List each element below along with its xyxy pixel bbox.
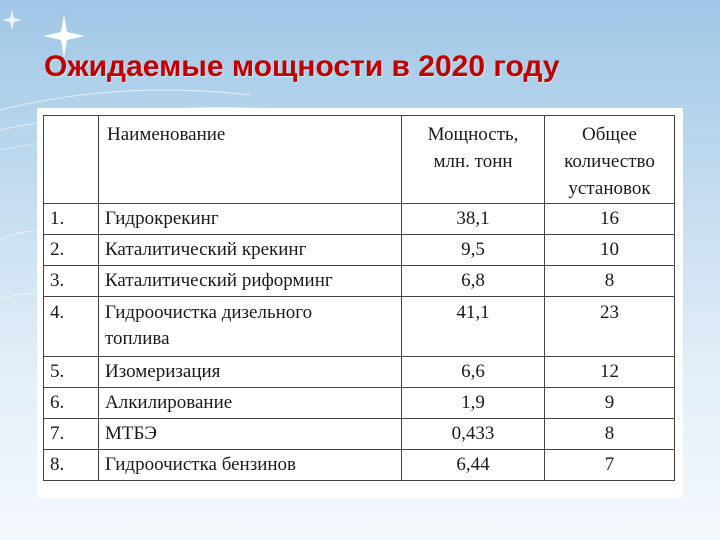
row-name: Алкилирование [99,388,402,419]
table-row [44,204,675,235]
row-count: 8 [545,419,675,450]
row-num: 6. [44,388,99,419]
row-name: Каталитический риформинг [99,266,402,297]
row-num: 1. [44,204,99,235]
row-count: 8 [545,266,675,297]
row-num: 8. [44,450,99,481]
row-capacity: 6,44 [402,450,545,481]
header-num [44,116,99,204]
row-name: Изомеризация [99,357,402,388]
row-capacity: 38,1 [402,204,545,235]
row-count: 16 [545,204,675,235]
row-num: 7. [44,419,99,450]
row-num: 2. [44,235,99,266]
row-name: Гидрокрекинг [99,204,402,235]
row-capacity: 9,5 [402,235,545,266]
header-count-line3: установок [568,178,651,199]
row-name: МТБЭ [99,419,402,450]
row-count: 12 [545,357,675,388]
capacity-table [43,115,675,481]
row-count: 7 [545,450,675,481]
table-row [44,297,675,357]
header-count [545,116,675,204]
row-count: 23 [545,297,675,357]
table-header-row [44,116,675,204]
row-capacity: 6,6 [402,357,545,388]
header-capacity-line2: млн. тонн [433,151,513,172]
table-row [44,419,675,450]
header-capacity-line1: Мощность, [427,124,519,145]
table-row [44,388,675,419]
row-count: 9 [545,388,675,419]
row-num: 4. [44,297,99,357]
header-count-line1: Общее [582,124,637,145]
table-row [44,357,675,388]
header-capacity [402,116,545,204]
table-container [37,108,683,498]
row-name [99,297,402,357]
header-name: Наименование [99,116,402,204]
row-name-line2: топлива [105,328,170,349]
slide-title: Ожидаемые мощности в 2020 году [44,50,560,83]
row-count: 10 [545,235,675,266]
row-name-line1: Гидроочистка дизельного [105,302,313,323]
table-row [44,450,675,481]
row-capacity: 6,8 [402,266,545,297]
row-num: 3. [44,266,99,297]
row-num: 5. [44,357,99,388]
table-row [44,235,675,266]
row-capacity: 1,9 [402,388,545,419]
row-capacity: 0,433 [402,419,545,450]
table-row [44,266,675,297]
header-count-line2: количество [564,151,655,172]
row-capacity: 41,1 [402,297,545,357]
row-name: Гидроочистка бензинов [99,450,402,481]
row-name: Каталитический крекинг [99,235,402,266]
